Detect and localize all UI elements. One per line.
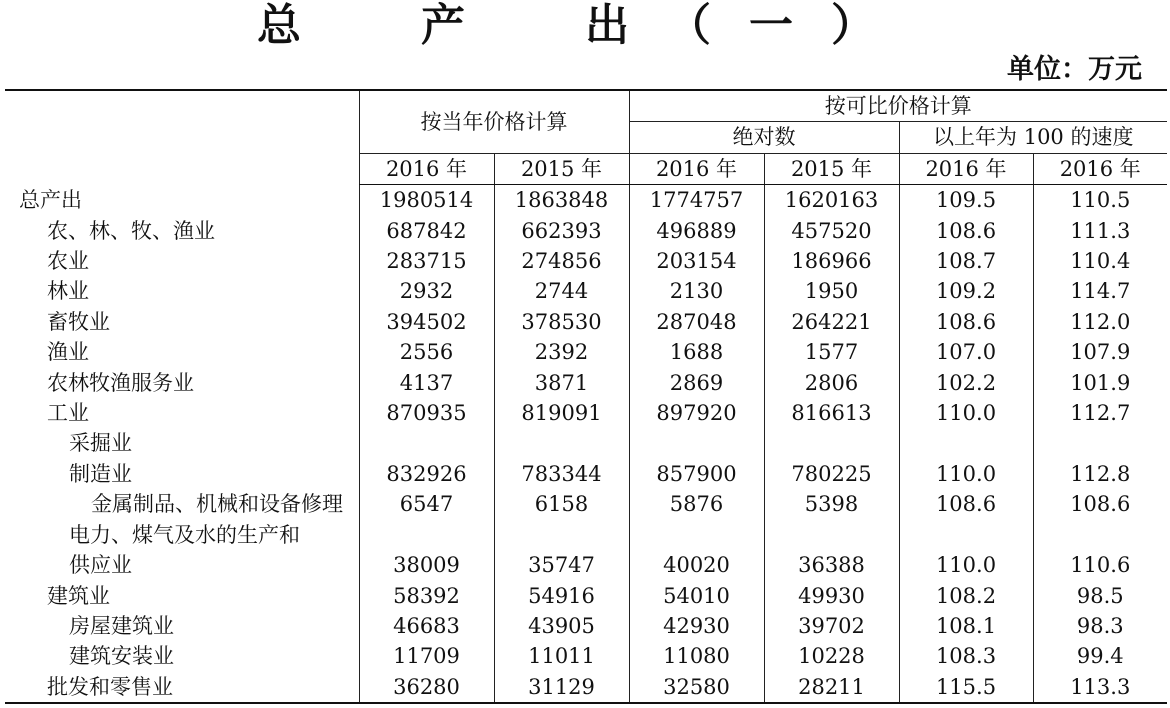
table-row [5, 216, 1167, 246]
table-cell: 1620163 [764, 185, 899, 216]
table-cell: 28211 [764, 672, 899, 703]
table-cell: 110.4 [1033, 246, 1167, 276]
table-cell: 99.4 [1033, 641, 1167, 671]
table-row [5, 368, 1167, 398]
table-cell: 110.5 [1033, 185, 1167, 216]
table-cell: 42930 [629, 611, 764, 641]
table-cell: 110.6 [1033, 550, 1167, 580]
table-cell: 1980514 [359, 185, 494, 216]
table-cell: 1688 [629, 337, 764, 367]
table-row [5, 520, 1167, 550]
table-cell: 36388 [764, 550, 899, 580]
table-row [5, 337, 1167, 367]
row-label: 采掘业 [69, 431, 132, 456]
table-cell: 43905 [494, 611, 629, 641]
table-cell [359, 428, 494, 458]
table-cell [764, 520, 899, 550]
table-cell: 113.3 [1033, 672, 1167, 703]
table-cell: 857900 [629, 459, 764, 489]
table-body [5, 185, 1167, 703]
table-cell: 662393 [494, 216, 629, 246]
table-row [5, 428, 1167, 458]
table-cell: 11080 [629, 641, 764, 671]
header-comparable-price: 按可比价格计算 [629, 90, 1167, 122]
table-cell [494, 520, 629, 550]
table-cell: 108.1 [899, 611, 1033, 641]
table-cell: 58392 [359, 581, 494, 611]
table-cell: 687842 [359, 216, 494, 246]
table-cell: 112.7 [1033, 398, 1167, 428]
table-cell: 108.7 [899, 246, 1033, 276]
table-cell: 49930 [764, 581, 899, 611]
table-cell: 32580 [629, 672, 764, 703]
table-cell: 1863848 [494, 185, 629, 216]
table-cell: 40020 [629, 550, 764, 580]
table-cell: 1577 [764, 337, 899, 367]
table-cell: 11709 [359, 641, 494, 671]
table-cell: 38009 [359, 550, 494, 580]
table-cell [359, 520, 494, 550]
row-label: 建筑安装业 [69, 644, 174, 669]
output-table [5, 89, 1167, 704]
table-cell [1033, 520, 1167, 550]
row-label: 建筑业 [47, 583, 110, 608]
table-cell: 2932 [359, 276, 494, 306]
table-cell [899, 428, 1033, 458]
table-cell: 457520 [764, 216, 899, 246]
row-label: 农业 [47, 249, 89, 274]
table-cell: 5876 [629, 489, 764, 519]
table-cell: 287048 [629, 307, 764, 337]
table-cell: 54916 [494, 581, 629, 611]
table-row [5, 246, 1167, 276]
table-cell: 102.2 [899, 368, 1033, 398]
table-cell: 2869 [629, 368, 764, 398]
row-label: 制造业 [69, 461, 132, 486]
row-label: 供应业 [69, 553, 132, 578]
table-cell [764, 428, 899, 458]
header-year: 2015 年 [764, 153, 899, 184]
table-cell: 110.0 [899, 459, 1033, 489]
table-row [5, 185, 1167, 216]
header-year: 2015 年 [494, 153, 629, 184]
table-row [5, 550, 1167, 580]
header-year: 2016 年 [899, 153, 1033, 184]
header-year: 2016 年 [359, 153, 494, 184]
table-cell: 2556 [359, 337, 494, 367]
row-label: 电力、煤气及水的生产和 [69, 522, 300, 547]
table-cell: 378530 [494, 307, 629, 337]
table-row [5, 276, 1167, 306]
table-row [5, 489, 1167, 519]
table-cell: 110.0 [899, 550, 1033, 580]
table-cell: 107.0 [899, 337, 1033, 367]
table-cell [629, 428, 764, 458]
row-label: 金属制品、机械和设备修理 [91, 492, 343, 517]
table-cell: 264221 [764, 307, 899, 337]
table-cell: 108.2 [899, 581, 1033, 611]
table-row [5, 307, 1167, 337]
header-growth: 以上年为 100 的速度 [899, 122, 1167, 153]
table-cell: 54010 [629, 581, 764, 611]
table-cell: 31129 [494, 672, 629, 703]
table-cell: 3871 [494, 368, 629, 398]
table-row [5, 672, 1167, 703]
table-row [5, 459, 1167, 489]
row-label: 工业 [47, 401, 89, 426]
table-cell: 832926 [359, 459, 494, 489]
table-cell: 98.5 [1033, 581, 1167, 611]
table-row [5, 581, 1167, 611]
table-cell: 115.5 [899, 672, 1033, 703]
table-cell: 108.6 [899, 489, 1033, 519]
table-cell: 186966 [764, 246, 899, 276]
header-year: 2016 年 [629, 153, 764, 184]
table-row [5, 398, 1167, 428]
table-header [5, 90, 1167, 185]
table-cell: 110.0 [899, 398, 1033, 428]
table-cell: 394502 [359, 307, 494, 337]
unit-label: 单位：万元 [1007, 54, 1142, 85]
table-cell: 2744 [494, 276, 629, 306]
table-cell: 36280 [359, 672, 494, 703]
table-cell: 819091 [494, 398, 629, 428]
table-cell: 2806 [764, 368, 899, 398]
table-cell [629, 520, 764, 550]
table-cell: 11011 [494, 641, 629, 671]
header-year: 2016 年 [1033, 153, 1167, 184]
row-label-header [5, 90, 359, 185]
table-cell: 98.3 [1033, 611, 1167, 641]
table-cell: 496889 [629, 216, 764, 246]
table-cell: 112.8 [1033, 459, 1167, 489]
table-cell: 111.3 [1033, 216, 1167, 246]
table-cell: 1950 [764, 276, 899, 306]
page-title: 总 产 出（一） [257, 0, 913, 51]
header-absolute: 绝对数 [629, 122, 899, 153]
row-label: 总产出 [19, 187, 82, 212]
table-cell [1033, 428, 1167, 458]
table-cell: 46683 [359, 611, 494, 641]
header-current-price: 按当年价格计算 [359, 90, 629, 153]
table-cell: 108.6 [899, 307, 1033, 337]
table-cell: 101.9 [1033, 368, 1167, 398]
table-cell: 108.3 [899, 641, 1033, 671]
table-cell: 783344 [494, 459, 629, 489]
row-label: 林业 [47, 279, 89, 304]
row-label: 渔业 [47, 340, 89, 365]
table-cell: 108.6 [899, 216, 1033, 246]
table-cell: 897920 [629, 398, 764, 428]
row-label: 农林牧渔服务业 [47, 370, 194, 395]
table-row [5, 611, 1167, 641]
row-label: 房屋建筑业 [69, 613, 174, 638]
table-cell: 114.7 [1033, 276, 1167, 306]
table-cell: 35747 [494, 550, 629, 580]
table-cell: 107.9 [1033, 337, 1167, 367]
table-cell: 2130 [629, 276, 764, 306]
table-cell: 112.0 [1033, 307, 1167, 337]
table-cell: 203154 [629, 246, 764, 276]
row-label: 批发和零售业 [5, 672, 359, 703]
table-row [5, 641, 1167, 671]
row-label: 农、林、牧、渔业 [47, 218, 215, 243]
row-label: 畜牧业 [47, 309, 110, 334]
table-cell: 6547 [359, 489, 494, 519]
table-cell: 1774757 [629, 185, 764, 216]
table-cell: 10228 [764, 641, 899, 671]
table-cell: 816613 [764, 398, 899, 428]
table-cell: 870935 [359, 398, 494, 428]
table-cell: 6158 [494, 489, 629, 519]
table-cell: 2392 [494, 337, 629, 367]
table-cell [494, 428, 629, 458]
table-cell: 109.2 [899, 276, 1033, 306]
table-cell: 108.6 [1033, 489, 1167, 519]
table-cell: 780225 [764, 459, 899, 489]
table-cell: 283715 [359, 246, 494, 276]
table-cell: 109.5 [899, 185, 1033, 216]
table-cell: 39702 [764, 611, 899, 641]
table-cell: 5398 [764, 489, 899, 519]
table-cell [899, 520, 1033, 550]
table-cell: 4137 [359, 368, 494, 398]
table-cell: 274856 [494, 246, 629, 276]
